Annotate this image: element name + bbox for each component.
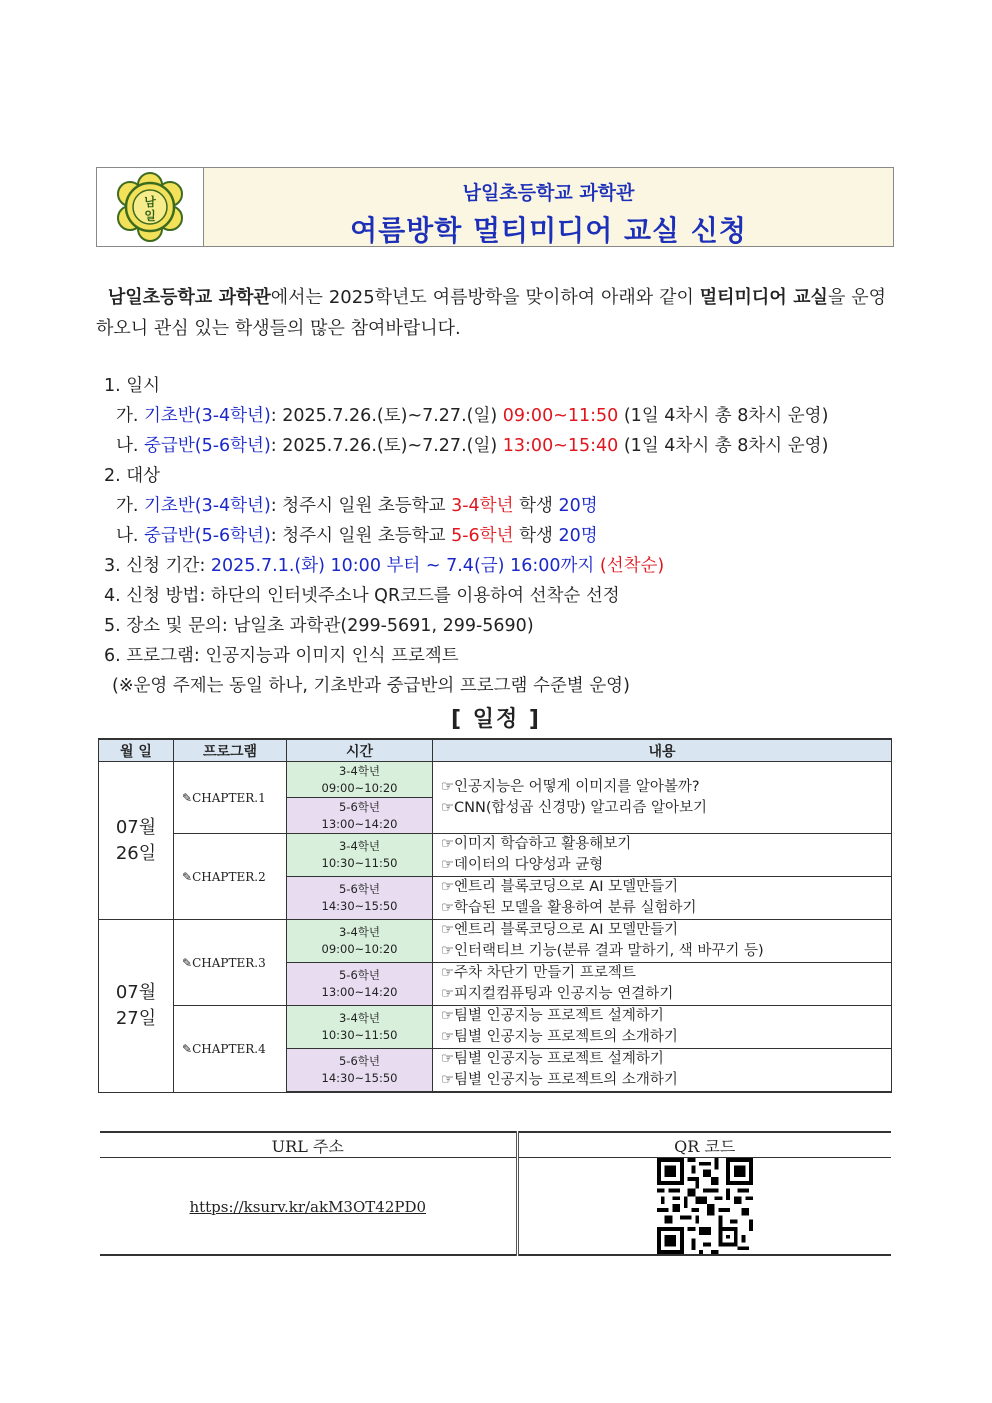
header-title: 여름방학 멀티미디어 교실 신청: [350, 214, 747, 247]
s1a-time: 09:00~11:50: [502, 406, 619, 426]
intro-text1: 에서는 2025학년도 여름방학을 맞이하여 아래와 같이: [270, 287, 700, 308]
s2a-text: : 청주시 일원 초등학교: [270, 496, 452, 516]
intro-paragraph: [96, 282, 886, 344]
s1b-note: (1일 4차시 총 8차시 운영): [618, 436, 829, 456]
s1b-time: 13:00~15:40: [502, 436, 619, 456]
qr-cell: [517, 1158, 891, 1256]
s1a-date: : 2025.7.26.(토)~7.27.(일): [270, 406, 503, 426]
section-6: 6. 프로그램: 인공지능과 이미지 인식 프로젝트: [104, 646, 459, 666]
slot-time: 09:00~10:20: [321, 942, 398, 956]
s1a-prefix: 가.: [116, 406, 145, 426]
slot-grade: 3-4학년: [338, 1011, 380, 1025]
time-slot: [287, 920, 433, 963]
time-slot: [287, 798, 433, 834]
table-row: [99, 762, 892, 798]
s2b-prefix: 나.: [116, 526, 145, 546]
logo-text-bottom: 일: [144, 209, 156, 223]
chapter-cell: [174, 920, 287, 1006]
pencil-icon: ✎: [182, 790, 193, 805]
header-date: 월 일: [99, 739, 174, 762]
day2-day: 27일: [115, 1007, 157, 1029]
content-line: ☞학습된 모델을 활용하여 분류 실험하기: [441, 900, 697, 916]
content-line: ☞팀별 인공지능 프로젝트의 소개하기: [441, 1029, 678, 1045]
content-line: ☞엔트리 블록코딩으로 AI 모델만들기: [441, 879, 679, 895]
header-time: 시간: [287, 739, 433, 762]
chapter-label: CHAPTER.2: [192, 869, 266, 884]
content-cell: [433, 920, 892, 963]
pencil-icon: ✎: [182, 869, 193, 884]
s1b-date: : 2025.7.26.(토)~7.27.(일): [270, 436, 503, 456]
content-line: ☞팀별 인공지능 프로젝트 설계하기: [441, 1051, 664, 1067]
content-line: ☞팀별 인공지능 프로젝트 설계하기: [441, 1008, 664, 1024]
header-subtitle: 남일초등학교 과학관: [462, 182, 635, 204]
slot-time: 10:30~11:50: [321, 1028, 398, 1042]
s2b-grade: 5-6학년: [451, 526, 514, 546]
content-cell: [433, 762, 892, 834]
schedule-title: [ 일정 ]: [451, 707, 541, 732]
school-emblem-icon: [112, 172, 188, 242]
section-2a: [116, 492, 598, 517]
content-line: ☞이미지 학습하고 활용해보기: [441, 836, 632, 852]
content-cell: [433, 834, 892, 877]
slot-time: 13:00~14:20: [321, 816, 398, 831]
section-1-heading: 1. 일시: [104, 376, 161, 396]
slot-grade: 5-6학년: [338, 882, 380, 896]
chapter-label: CHAPTER.3: [192, 955, 266, 970]
slot-grade: 3-4학년: [338, 763, 380, 778]
s1b-label: 중급반(5-6학년): [144, 436, 271, 456]
section-2-heading: 2. 대상: [104, 466, 161, 486]
section-3: [104, 552, 664, 577]
date-cell-day1: [99, 762, 174, 920]
logo-text-top: 남: [144, 195, 156, 209]
table-row: [99, 1006, 892, 1049]
time-slot: [287, 1049, 433, 1093]
s2b-label: 중급반(5-6학년): [144, 526, 271, 546]
table-row: [99, 920, 892, 963]
apply-url-link[interactable]: https://ksurv.kr/akM3OT42PD0: [189, 1197, 427, 1216]
header-content: 내용: [433, 739, 892, 762]
s2b-text: : 청주시 일원 초등학교: [270, 526, 452, 546]
url-cell: [100, 1158, 517, 1256]
time-slot: [287, 877, 433, 920]
s2b-count: 20명: [558, 526, 598, 546]
intro-bold: 멀티미디어 교실: [699, 287, 828, 308]
content-cell: [433, 963, 892, 1006]
s1a-label: 기초반(3-4학년): [144, 406, 271, 426]
apply-table: [100, 1131, 891, 1256]
section-6-note: (※운영 주제는 동일 하나, 기초반과 중급반의 프로그램 수준별 운영): [112, 676, 630, 696]
slot-time: 09:00~10:20: [321, 780, 398, 795]
qr-header: QR 코드: [517, 1132, 891, 1158]
s2a-mid: 학생: [513, 496, 559, 516]
chapter-cell: [174, 1006, 287, 1093]
slot-time: 10:30~11:50: [321, 856, 398, 870]
chapter-label: CHAPTER.4: [192, 1041, 266, 1056]
header-box: [96, 167, 894, 247]
content-line: ☞인공지능은 어떻게 이미지를 알아볼까?: [441, 778, 700, 795]
slot-time: 13:00~14:20: [321, 985, 398, 999]
qr-code-icon[interactable]: [657, 1158, 753, 1254]
slot-grade: 5-6학년: [338, 1054, 380, 1068]
content-line: ☞CNN(합성곱 신경망) 알고리즘 알아보기: [441, 799, 708, 816]
url-header: URL 주소: [100, 1132, 517, 1158]
section-1b: [116, 432, 828, 457]
content-line: ☞피지컬컴퓨팅과 인공지능 연결하기: [441, 986, 674, 1002]
intro-text2: 을 운영하오니 관심 있는 학생들의 많은 참여바랍니다.: [96, 287, 887, 339]
content-cell: [433, 877, 892, 920]
content-line: ☞데이터의 다양성과 균형: [441, 857, 604, 873]
slot-grade: 3-4학년: [338, 839, 380, 853]
s3-prefix: 3. 신청 기간:: [104, 556, 211, 576]
s2a-prefix: 가.: [116, 496, 145, 516]
pencil-icon: ✎: [182, 1041, 193, 1056]
date-cell-day2: [99, 920, 174, 1093]
s2a-label: 기초반(3-4학년): [144, 496, 271, 516]
slot-grade: 5-6학년: [338, 968, 380, 982]
section-1a: [116, 402, 828, 427]
content-line: ☞인터랙티브 기능(분류 결과 말하기, 색 바꾸기 등): [441, 943, 764, 959]
s1a-note: (1일 4차시 총 8차시 운영): [618, 406, 829, 426]
section-4: 4. 신청 방법: 하단의 인터넷주소나 QR코드를 이용하여 선착순 선정: [104, 586, 620, 606]
schedule-table: [98, 738, 892, 1093]
slot-time: 14:30~15:50: [321, 1071, 398, 1085]
section-2b: [116, 522, 598, 547]
time-slot: [287, 963, 433, 1006]
intro-school: 남일초등학교 과학관: [107, 287, 271, 308]
s3-period: 2025.7.1.(화) 10:00 부터 ~ 7.4(금) 16:00까지: [210, 556, 595, 576]
time-slot: [287, 834, 433, 877]
content-cell: [433, 1006, 892, 1049]
time-slot: [287, 1006, 433, 1049]
s2a-count: 20명: [558, 496, 598, 516]
header-program: 프로그램: [174, 739, 287, 762]
slot-grade: 5-6학년: [338, 799, 380, 814]
chapter-cell: [174, 762, 287, 834]
time-slot: [287, 762, 433, 798]
content-line: ☞엔트리 블록코딩으로 AI 모델만들기: [441, 922, 679, 938]
chapter-label: CHAPTER.1: [192, 790, 266, 805]
schedule-header-row: [99, 739, 892, 762]
content-line: ☞주차 차단기 만들기 프로젝트: [441, 965, 636, 981]
content-line: ☞팀별 인공지능 프로젝트의 소개하기: [441, 1072, 678, 1088]
day1-month: 07월: [115, 816, 157, 838]
content-cell: [433, 1049, 892, 1093]
section-5: 5. 장소 및 문의: 남일초 과학관(299-5691, 299-5690): [104, 616, 534, 636]
slot-grade: 3-4학년: [338, 925, 380, 939]
s2b-mid: 학생: [513, 526, 559, 546]
day1-day: 26일: [115, 842, 157, 864]
s1b-prefix: 나.: [116, 436, 145, 456]
s3-note: (선착순): [594, 556, 665, 576]
slot-time: 14:30~15:50: [321, 899, 398, 913]
chapter-cell: [174, 834, 287, 920]
table-row: [99, 834, 892, 877]
day2-month: 07월: [115, 981, 157, 1003]
title-cell: [204, 168, 893, 246]
pencil-icon: ✎: [182, 955, 193, 970]
s2a-grade: 3-4학년: [451, 496, 514, 516]
logo-cell: [97, 168, 204, 246]
